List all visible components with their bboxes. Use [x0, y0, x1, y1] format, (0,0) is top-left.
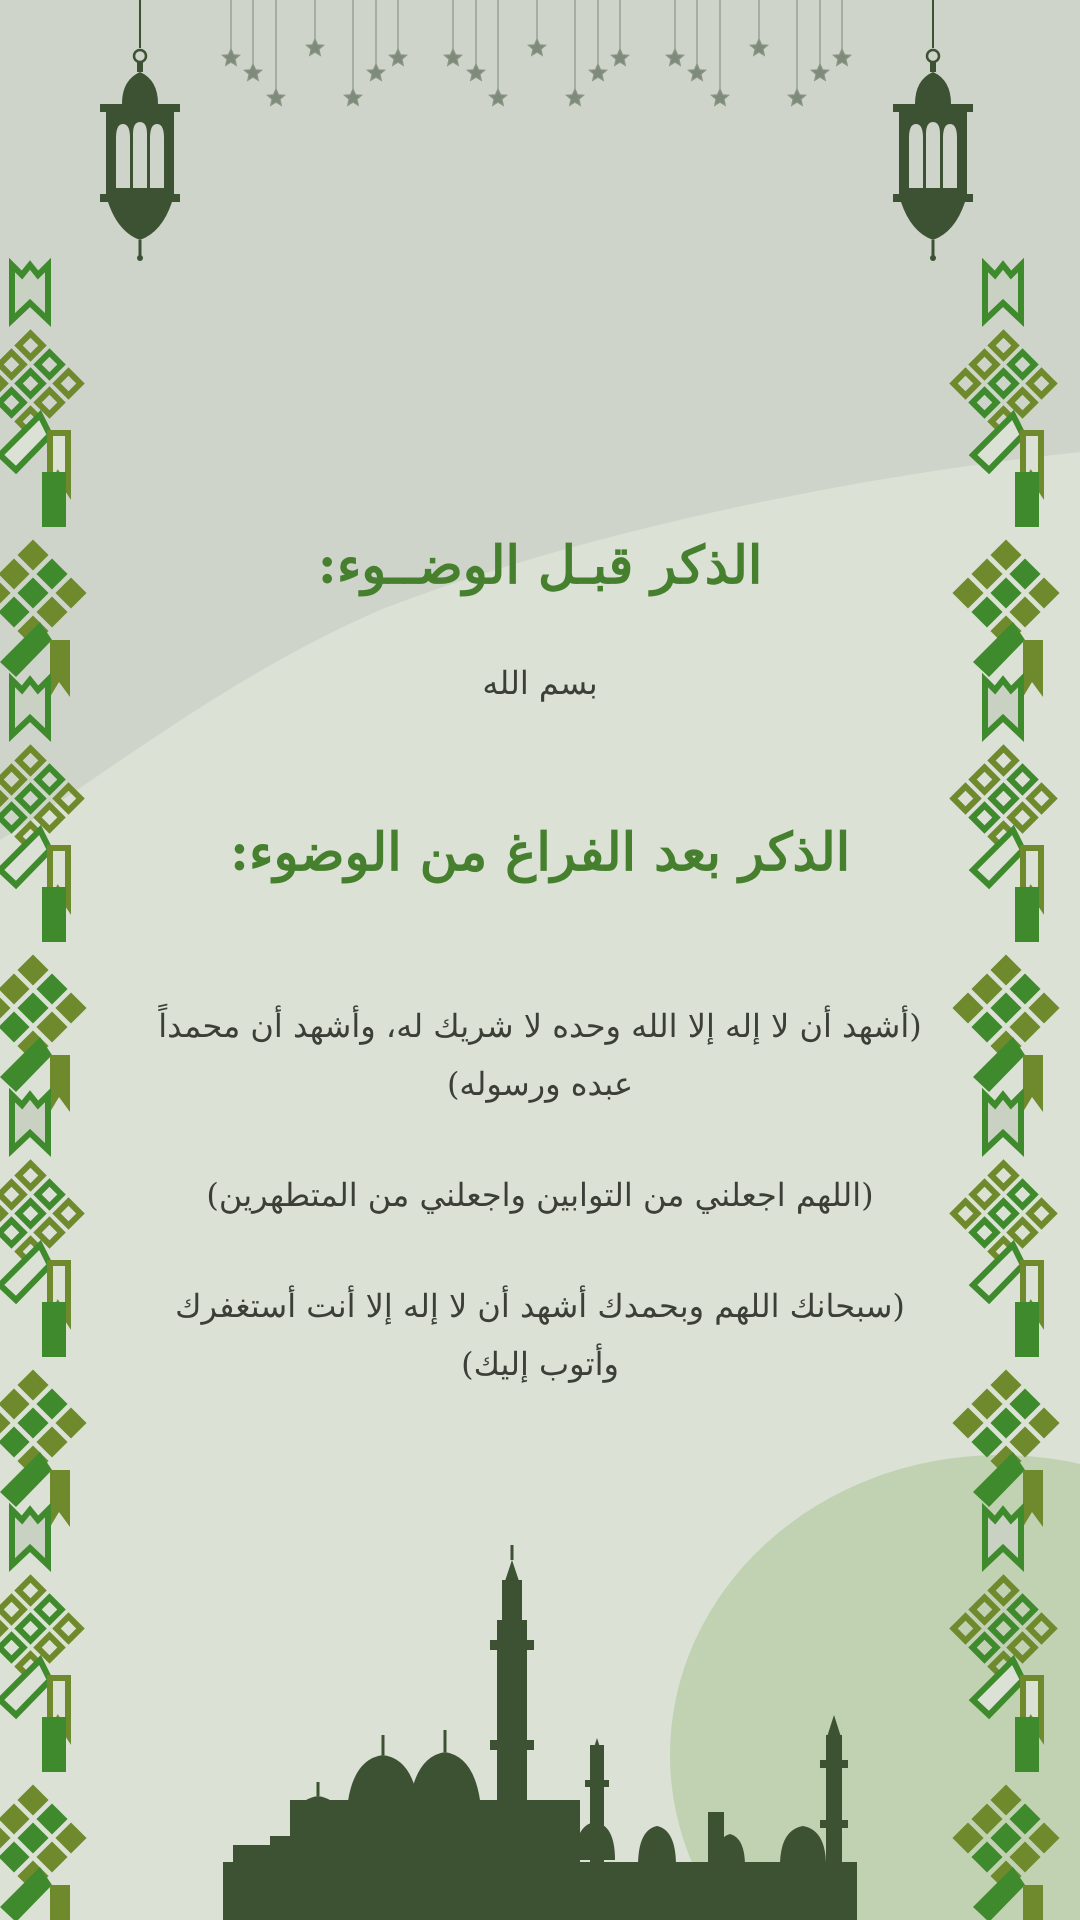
dua-shahada: (أشهد أن لا إله إلا الله وحده لا شريك له، وأشهد أن محمداً عبده ورسوله) — [158, 1007, 922, 1103]
dua-tawwabin: (اللهم اجعلني من التوابين واجعلني من المتطهرين) — [206, 1176, 874, 1214]
text-before-wudu: بسم الله — [482, 664, 598, 702]
dua-subhanaka: (سبحانك اللهم وبحمدك أشهد أن لا إله إلا أنت أستغفرك وأتوب إليك) — [175, 1287, 905, 1383]
heading-before-wudu: الذكر قبـل الوضــوء: — [317, 535, 763, 596]
heading-after-wudu: الذكر بعد الفراغ من الوضوء: — [229, 822, 851, 883]
dhikr-content — [120, 0, 960, 1920]
